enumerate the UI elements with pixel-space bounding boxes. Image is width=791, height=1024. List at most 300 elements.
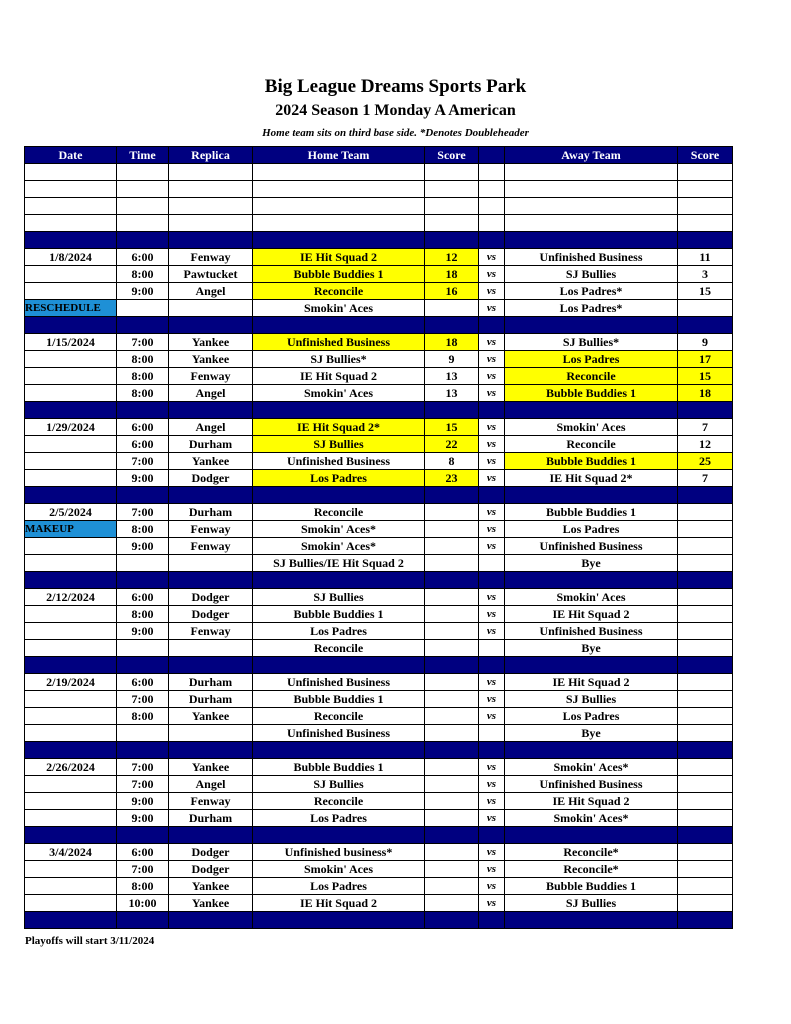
date-cell: 2/26/2024 [25,759,117,776]
date-cell [25,283,117,300]
time-cell [117,300,169,317]
away-team-cell: Unfinished Business [505,776,678,793]
away-score-cell [678,708,733,725]
col-vs [479,147,505,164]
separator-cell [505,912,678,929]
home-score-cell: 18 [425,266,479,283]
home-team-cell: SJ Bullies [253,436,425,453]
separator-cell [253,572,425,589]
separator-cell [117,742,169,759]
blank-cell [117,215,169,232]
replica-cell: Yankee [169,878,253,895]
separator-cell [253,912,425,929]
away-team-cell: Reconcile [505,368,678,385]
separator-cell [25,572,117,589]
date-cell [25,555,117,572]
home-team-cell: IE Hit Squad 2 [253,895,425,912]
separator-cell [425,827,479,844]
away-score-cell: 15 [678,368,733,385]
game-row [25,810,733,827]
vs-cell: vs [479,895,505,912]
date-cell: 2/19/2024 [25,674,117,691]
vs-cell: vs [479,385,505,402]
separator-cell [169,402,253,419]
date-cell [25,623,117,640]
replica-cell: Yankee [169,895,253,912]
replica-cell: Yankee [169,759,253,776]
time-cell: 7:00 [117,504,169,521]
away-team-cell: Unfinished Business [505,249,678,266]
vs-cell [479,640,505,657]
separator-cell [678,912,733,929]
date-cell [25,606,117,623]
away-score-cell [678,844,733,861]
away-score-cell [678,623,733,640]
away-team-cell: Bubble Buddies 1 [505,878,678,895]
vs-cell [479,555,505,572]
home-score-cell [425,623,479,640]
time-cell: 10:00 [117,895,169,912]
blank-cell [25,181,117,198]
separator-cell [505,657,678,674]
blank-cell [169,181,253,198]
time-cell: 7:00 [117,334,169,351]
away-team-cell: Unfinished Business [505,538,678,555]
away-score-cell: 9 [678,334,733,351]
separator-cell [505,742,678,759]
replica-cell: Durham [169,691,253,708]
col-away-score: Score [678,147,733,164]
game-row [25,878,733,895]
separator-cell [117,402,169,419]
vs-cell [479,725,505,742]
separator-cell [25,912,117,929]
away-team-cell: SJ Bullies [505,895,678,912]
home-score-cell: 22 [425,436,479,453]
replica-cell: Fenway [169,623,253,640]
blank-row [25,181,733,198]
separator-cell [425,487,479,504]
date-cell: MAKEUP [25,521,117,538]
home-score-cell [425,504,479,521]
home-team-cell: Smokin' Aces* [253,521,425,538]
separator-cell [25,232,117,249]
replica-cell: Yankee [169,453,253,470]
game-row [25,725,733,742]
replica-cell: Durham [169,810,253,827]
away-team-cell: IE Hit Squad 2* [505,470,678,487]
away-score-cell [678,606,733,623]
home-score-cell [425,555,479,572]
separator-cell [678,232,733,249]
vs-cell: vs [479,708,505,725]
date-cell [25,368,117,385]
blank-cell [479,215,505,232]
time-cell: 8:00 [117,878,169,895]
home-team-cell: Smokin' Aces* [253,538,425,555]
home-team-cell: Reconcile [253,640,425,657]
replica-cell [169,725,253,742]
separator-cell [169,912,253,929]
vs-cell: vs [479,504,505,521]
away-team-cell: Reconcile* [505,861,678,878]
week-separator-row [25,742,733,759]
vs-cell: vs [479,266,505,283]
game-row [25,844,733,861]
home-score-cell: 23 [425,470,479,487]
home-team-cell: IE Hit Squad 2* [253,419,425,436]
separator-cell [253,487,425,504]
time-cell: 7:00 [117,759,169,776]
home-score-cell [425,589,479,606]
home-team-cell: Unfinished business* [253,844,425,861]
separator-cell [117,912,169,929]
away-score-cell [678,759,733,776]
date-cell: 1/15/2024 [25,334,117,351]
schedule-table [24,146,733,929]
away-team-cell: Reconcile* [505,844,678,861]
away-score-cell: 11 [678,249,733,266]
blank-cell [253,181,425,198]
replica-cell: Fenway [169,368,253,385]
game-row [25,351,733,368]
date-cell [25,725,117,742]
replica-cell: Yankee [169,708,253,725]
blank-cell [678,215,733,232]
home-team-cell: Reconcile [253,793,425,810]
away-team-cell: IE Hit Squad 2 [505,606,678,623]
game-row [25,385,733,402]
time-cell: 6:00 [117,249,169,266]
separator-cell [479,912,505,929]
home-score-cell: 9 [425,351,479,368]
replica-cell: Dodger [169,589,253,606]
blank-cell [425,215,479,232]
blank-cell [678,198,733,215]
replica-cell: Fenway [169,249,253,266]
game-row [25,759,733,776]
time-cell: 9:00 [117,283,169,300]
home-score-cell: 8 [425,453,479,470]
separator-cell [169,742,253,759]
replica-cell: Angel [169,283,253,300]
blank-row [25,164,733,181]
away-score-cell: 7 [678,419,733,436]
home-team-cell: Smokin' Aces [253,300,425,317]
separator-cell [169,487,253,504]
away-score-cell [678,810,733,827]
replica-cell: Fenway [169,521,253,538]
game-row [25,283,733,300]
replica-cell: Durham [169,674,253,691]
home-score-cell [425,844,479,861]
separator-cell [425,317,479,334]
separator-cell [425,657,479,674]
blank-cell [117,164,169,181]
separator-cell [678,657,733,674]
vs-cell: vs [479,351,505,368]
home-score-cell [425,793,479,810]
separator-cell [25,317,117,334]
away-score-cell [678,640,733,657]
date-cell [25,385,117,402]
away-team-cell: Unfinished Business [505,623,678,640]
week-separator-row [25,402,733,419]
home-score-cell: 16 [425,283,479,300]
separator-cell [425,402,479,419]
home-team-cell: Unfinished Business [253,725,425,742]
home-score-cell [425,674,479,691]
blank-cell [479,198,505,215]
home-score-cell [425,895,479,912]
replica-cell [169,300,253,317]
game-row [25,674,733,691]
vs-cell: vs [479,538,505,555]
replica-cell [169,640,253,657]
home-score-cell [425,861,479,878]
date-cell [25,895,117,912]
replica-cell [169,555,253,572]
game-row [25,776,733,793]
game-row [25,895,733,912]
schedule-note: Home team sits on third base side. *Denotes Doubleheader [262,127,529,139]
replica-cell: Durham [169,504,253,521]
separator-cell [479,657,505,674]
separator-cell [253,657,425,674]
home-team-cell: Bubble Buddies 1 [253,759,425,776]
home-team-cell: Unfinished Business [253,674,425,691]
col-home-score: Score [425,147,479,164]
separator-cell [678,572,733,589]
vs-cell: vs [479,759,505,776]
game-row [25,419,733,436]
time-cell: 6:00 [117,436,169,453]
game-row [25,436,733,453]
blank-cell [678,164,733,181]
home-score-cell [425,640,479,657]
blank-cell [425,198,479,215]
date-cell [25,878,117,895]
separator-cell [25,402,117,419]
away-team-cell: SJ Bullies [505,266,678,283]
separator-cell [479,742,505,759]
home-team-cell: Bubble Buddies 1 [253,606,425,623]
separator-cell [678,827,733,844]
away-team-cell: Los Padres [505,351,678,368]
time-cell: 6:00 [117,674,169,691]
home-team-cell: Los Padres [253,878,425,895]
date-cell [25,810,117,827]
blank-cell [479,181,505,198]
separator-cell [117,232,169,249]
game-row [25,708,733,725]
game-row [25,266,733,283]
week-separator-row [25,657,733,674]
time-cell: 7:00 [117,861,169,878]
date-cell: 2/12/2024 [25,589,117,606]
away-team-cell: IE Hit Squad 2 [505,674,678,691]
separator-cell [25,827,117,844]
vs-cell: vs [479,878,505,895]
game-row [25,555,733,572]
home-team-cell: Reconcile [253,708,425,725]
time-cell: 8:00 [117,521,169,538]
date-cell [25,436,117,453]
vs-cell: vs [479,249,505,266]
replica-cell: Angel [169,419,253,436]
home-score-cell [425,708,479,725]
home-team-cell: Los Padres [253,623,425,640]
separator-cell [678,402,733,419]
away-score-cell [678,589,733,606]
home-team-cell: SJ Bullies* [253,351,425,368]
blank-cell [425,181,479,198]
time-cell: 9:00 [117,810,169,827]
home-team-cell: IE Hit Squad 2 [253,249,425,266]
separator-cell [479,827,505,844]
away-team-cell: Los Padres* [505,300,678,317]
separator-cell [169,827,253,844]
time-cell: 7:00 [117,691,169,708]
date-cell [25,708,117,725]
date-cell [25,470,117,487]
away-score-cell [678,776,733,793]
home-team-cell: Smokin' Aces [253,861,425,878]
week-separator-row [25,487,733,504]
time-cell: 8:00 [117,266,169,283]
separator-cell [169,572,253,589]
date-cell: 1/29/2024 [25,419,117,436]
home-score-cell [425,776,479,793]
separator-cell [678,317,733,334]
game-row [25,691,733,708]
separator-cell [425,742,479,759]
home-score-cell: 13 [425,368,479,385]
blank-cell [117,181,169,198]
blank-cell [505,215,678,232]
blank-cell [25,198,117,215]
away-team-cell: Smokin' Aces [505,589,678,606]
away-team-cell: Bubble Buddies 1 [505,385,678,402]
separator-cell [253,402,425,419]
home-score-cell [425,521,479,538]
vs-cell: vs [479,334,505,351]
away-score-cell [678,861,733,878]
replica-cell: Yankee [169,334,253,351]
away-score-cell: 17 [678,351,733,368]
separator-cell [117,572,169,589]
away-score-cell [678,878,733,895]
blank-row [25,198,733,215]
time-cell: 8:00 [117,368,169,385]
date-cell: RESCHEDULE [25,300,117,317]
page-subtitle: 2024 Season 1 Monday A American [275,102,516,119]
vs-cell: vs [479,810,505,827]
separator-cell [169,232,253,249]
col-time: Time [117,147,169,164]
time-cell: 6:00 [117,844,169,861]
week-separator-row [25,232,733,249]
replica-cell: Fenway [169,538,253,555]
vs-cell: vs [479,300,505,317]
separator-cell [169,317,253,334]
away-team-cell: IE Hit Squad 2 [505,793,678,810]
separator-cell [117,487,169,504]
game-row [25,300,733,317]
home-team-cell: Reconcile [253,504,425,521]
away-score-cell [678,674,733,691]
replica-cell: Durham [169,436,253,453]
col-date: Date [25,147,117,164]
home-team-cell: Bubble Buddies 1 [253,691,425,708]
away-score-cell [678,300,733,317]
home-score-cell: 13 [425,385,479,402]
time-cell: 9:00 [117,793,169,810]
home-team-cell: SJ Bullies/IE Hit Squad 2 [253,555,425,572]
vs-cell: vs [479,283,505,300]
separator-cell [505,232,678,249]
home-score-cell [425,691,479,708]
time-cell: 7:00 [117,776,169,793]
home-score-cell: 15 [425,419,479,436]
vs-cell: vs [479,419,505,436]
replica-cell: Dodger [169,606,253,623]
game-row [25,334,733,351]
replica-cell: Dodger [169,470,253,487]
time-cell [117,640,169,657]
home-team-cell: SJ Bullies [253,589,425,606]
time-cell: 6:00 [117,419,169,436]
game-row [25,623,733,640]
away-team-cell: Bye [505,725,678,742]
separator-cell [678,742,733,759]
separator-cell [678,487,733,504]
game-row [25,504,733,521]
game-row [25,861,733,878]
home-score-cell [425,538,479,555]
replica-cell: Yankee [169,351,253,368]
game-row [25,368,733,385]
time-cell: 8:00 [117,606,169,623]
date-cell [25,861,117,878]
home-score-cell [425,725,479,742]
away-score-cell: 15 [678,283,733,300]
blank-cell [505,181,678,198]
game-row [25,470,733,487]
time-cell: 7:00 [117,453,169,470]
game-row [25,589,733,606]
blank-cell [25,215,117,232]
home-score-cell [425,759,479,776]
col-replica: Replica [169,147,253,164]
time-cell: 6:00 [117,589,169,606]
game-row [25,521,733,538]
time-cell: 9:00 [117,470,169,487]
time-cell: 9:00 [117,538,169,555]
blank-cell [169,215,253,232]
blank-cell [117,198,169,215]
replica-cell: Angel [169,776,253,793]
separator-cell [253,742,425,759]
week-separator-row [25,317,733,334]
away-score-cell [678,793,733,810]
replica-cell: Pawtucket [169,266,253,283]
home-team-cell: SJ Bullies [253,776,425,793]
away-team-cell: Bubble Buddies 1 [505,504,678,521]
away-score-cell [678,895,733,912]
away-team-cell: Reconcile [505,436,678,453]
vs-cell: vs [479,453,505,470]
